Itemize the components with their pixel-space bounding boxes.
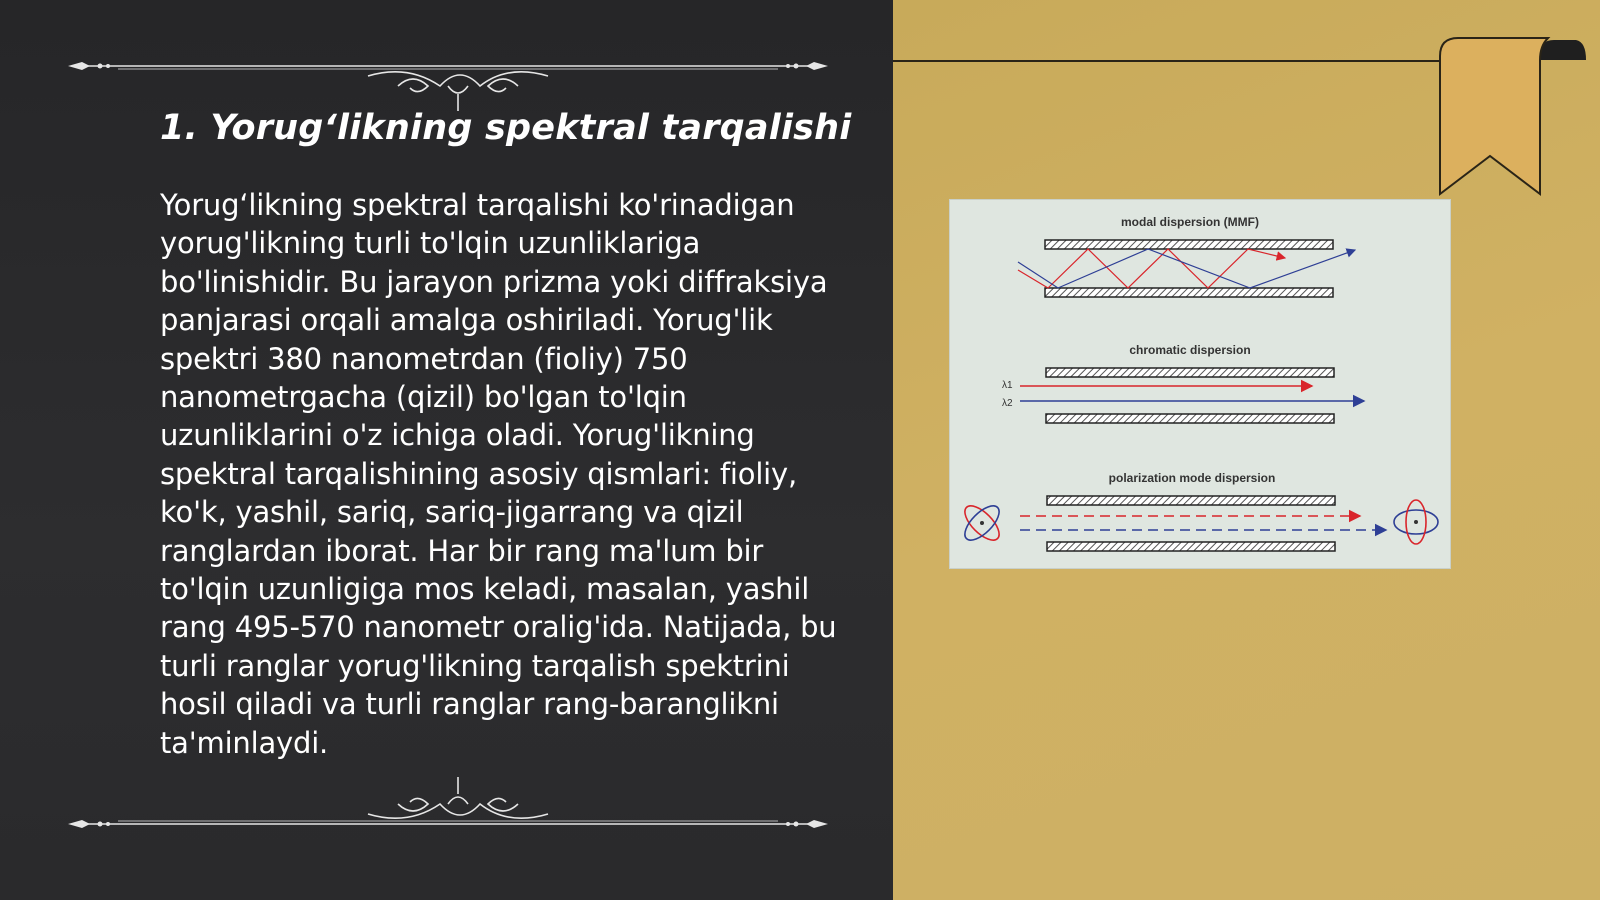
polarization-state-icon bbox=[959, 500, 1004, 545]
chromatic-dispersion-label: chromatic dispersion bbox=[1129, 343, 1251, 357]
polarization-state-icon bbox=[1394, 500, 1438, 544]
dispersion-diagram bbox=[950, 200, 1450, 568]
slide-body-text: Yorug‘likning spektral tarqalishi ko'rinadigan yorug'likning turli to'lqin uzunliklariga bo'linishidir. Bu jarayon prizma yoki diffraksiya panjarasi orqali amalga oshiriladi. Yorug'lik spektri 380 nanometrdan (fioliy) 750 nanometrgacha (qizil) bo'lgan to'lqin uzunliklarini o'z ichiga oladi. Yorug'likning spektral tarqalishining asosiy qismlari: fioliy, ko'k, yashil, sariq, sariq-jigarrang va qizil ranglardan iborat. Har bir rang ma'lum bir to'lqin uzunligiga mos keladi, masalan, yashil rang 495-570 nanometr oralig'ida. Natijada, bu turli ranglar yorug'likning tarqalish spektrini hosil qiladi va turli ranglar rang-baranglikni ta'minlaydi. bbox=[160, 188, 837, 760]
flourish-divider-icon bbox=[68, 772, 828, 832]
lambda1-label: λ1 bbox=[1002, 380, 1013, 391]
top-rule bbox=[893, 60, 1453, 62]
slide-title: 1. Yorug‘likning spektral tarqalishi bbox=[160, 108, 852, 148]
bookmark-ribbon-icon bbox=[1436, 36, 1586, 201]
polarization-dispersion-label: polarization mode dispersion bbox=[1108, 471, 1276, 485]
lambda2-label: λ2 bbox=[1002, 398, 1013, 409]
modal-dispersion-label: modal dispersion (MMF) bbox=[1121, 215, 1259, 229]
